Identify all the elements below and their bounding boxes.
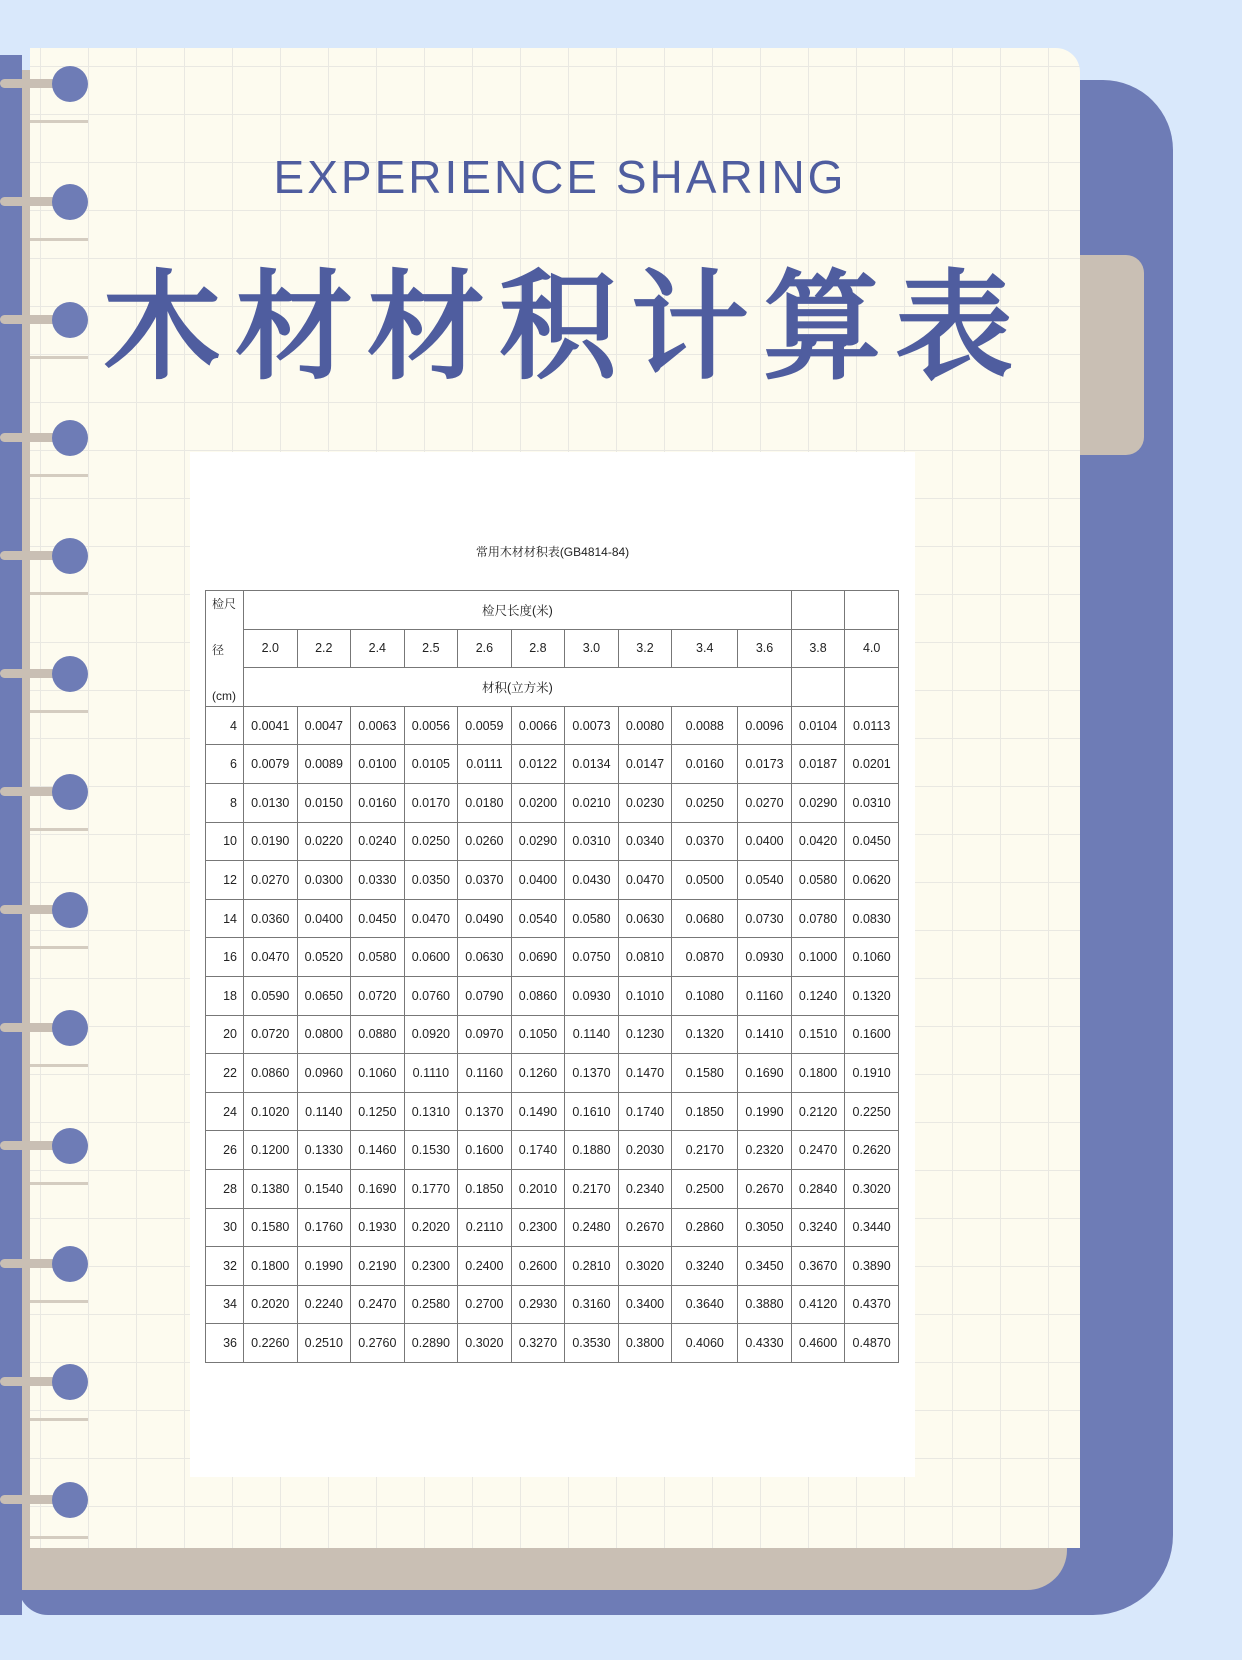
diameter-cell: 20 <box>206 1015 244 1054</box>
volume-cell: 0.1850 <box>672 1092 738 1131</box>
volume-cell: 0.3890 <box>845 1247 899 1286</box>
volume-cell: 0.2860 <box>672 1208 738 1247</box>
corner-header <box>206 591 244 707</box>
table-row <box>206 1208 899 1247</box>
volume-header-row <box>206 668 899 707</box>
binding-ring <box>0 418 92 458</box>
margin-tick <box>30 474 88 477</box>
volume-cell: 0.0100 <box>351 745 405 784</box>
volume-cell: 0.2810 <box>565 1247 619 1286</box>
volume-cell: 0.2600 <box>511 1247 565 1286</box>
length-cell: 3.4 <box>672 629 738 668</box>
volume-cell: 0.1370 <box>458 1092 512 1131</box>
volume-cell: 0.1990 <box>738 1092 792 1131</box>
length-cell: 2.0 <box>244 629 298 668</box>
diameter-cell: 12 <box>206 861 244 900</box>
volume-cell: 0.1000 <box>791 938 845 977</box>
volume-cell: 0.0160 <box>351 783 405 822</box>
volume-cell: 0.2620 <box>845 1131 899 1170</box>
volume-cell: 0.0340 <box>618 822 672 861</box>
volume-cell: 0.0970 <box>458 1015 512 1054</box>
volume-cell: 0.0470 <box>404 899 458 938</box>
volume-cell: 0.2340 <box>618 1169 672 1208</box>
length-cell: 2.8 <box>511 629 565 668</box>
volume-cell: 0.2500 <box>672 1169 738 1208</box>
volume-cell: 0.0860 <box>511 976 565 1015</box>
table-title: 常用木材材积表(GB4814-84) <box>475 545 630 559</box>
length-cell: 2.6 <box>458 629 512 668</box>
table-row <box>206 822 899 861</box>
length-cell: 3.6 <box>738 629 792 668</box>
volume-cell: 0.1800 <box>244 1247 298 1286</box>
volume-cell: 0.0290 <box>791 783 845 822</box>
volume-cell: 0.0760 <box>404 976 458 1015</box>
volume-cell: 0.0104 <box>791 706 845 745</box>
volume-cell: 0.0160 <box>672 745 738 784</box>
volume-cell: 0.0150 <box>297 783 351 822</box>
volume-cell: 0.0730 <box>738 899 792 938</box>
binding-ring <box>0 1126 92 1166</box>
volume-cell: 0.0470 <box>244 938 298 977</box>
volume-cell: 0.0066 <box>511 706 565 745</box>
binding-ring <box>0 890 92 930</box>
volume-cell: 0.1200 <box>244 1131 298 1170</box>
diameter-cell: 14 <box>206 899 244 938</box>
volume-cell: 0.1460 <box>351 1131 405 1170</box>
volume-cell: 0.0920 <box>404 1015 458 1054</box>
volume-cell: 0.0041 <box>244 706 298 745</box>
table-row <box>206 783 899 822</box>
volume-cell: 0.0056 <box>404 706 458 745</box>
volume-cell: 0.2470 <box>351 1285 405 1324</box>
diameter-cell: 32 <box>206 1247 244 1286</box>
diameter-cell: 10 <box>206 822 244 861</box>
volume-cell: 0.0230 <box>618 783 672 822</box>
volume-cell: 0.1140 <box>297 1092 351 1131</box>
volume-cell: 0.0860 <box>244 1054 298 1093</box>
volume-cell: 0.0630 <box>458 938 512 977</box>
length-cell: 3.8 <box>791 629 845 668</box>
volume-cell: 0.0096 <box>738 706 792 745</box>
volume-cell: 0.2120 <box>791 1092 845 1131</box>
volume-cell: 0.0063 <box>351 706 405 745</box>
volume-cell: 0.0810 <box>618 938 672 977</box>
volume-cell: 0.0310 <box>565 822 619 861</box>
volume-cell: 0.2110 <box>458 1208 512 1247</box>
volume-cell: 0.1690 <box>351 1169 405 1208</box>
diameter-cell: 22 <box>206 1054 244 1093</box>
page-subtitle: EXPERIENCE SHARING <box>273 151 847 203</box>
volume-cell: 0.0960 <box>297 1054 351 1093</box>
volume-cell: 0.0170 <box>404 783 458 822</box>
margin-tick <box>30 592 88 595</box>
volume-cell: 0.0300 <box>297 861 351 900</box>
volume-cell: 0.2170 <box>565 1169 619 1208</box>
binding-ring <box>0 1244 92 1284</box>
blank-header-cell <box>791 668 845 707</box>
volume-cell: 0.2400 <box>458 1247 512 1286</box>
volume-cell: 0.2020 <box>404 1208 458 1247</box>
volume-cell: 0.0200 <box>511 783 565 822</box>
volume-cell: 0.0590 <box>244 976 298 1015</box>
volume-cell: 0.3450 <box>738 1247 792 1286</box>
volume-cell: 0.2020 <box>244 1285 298 1324</box>
margin-tick <box>30 1418 88 1421</box>
diameter-cell: 30 <box>206 1208 244 1247</box>
volume-cell: 0.1580 <box>244 1208 298 1247</box>
diameter-cell: 4 <box>206 706 244 745</box>
volume-cell: 0.2030 <box>618 1131 672 1170</box>
volume-cell: 0.3240 <box>791 1208 845 1247</box>
volume-header: 材积(立方米) <box>244 668 792 707</box>
diameter-cell: 26 <box>206 1131 244 1170</box>
volume-cell: 0.1690 <box>738 1054 792 1093</box>
volume-cell: 0.0350 <box>404 861 458 900</box>
table-row <box>206 1131 899 1170</box>
volume-cell: 0.0540 <box>511 899 565 938</box>
volume-cell: 0.0089 <box>297 745 351 784</box>
volume-cell: 0.1740 <box>618 1092 672 1131</box>
volume-cell: 0.4600 <box>791 1324 845 1363</box>
length-cell: 4.0 <box>845 629 899 668</box>
length-cell: 2.2 <box>297 629 351 668</box>
diameter-cell: 36 <box>206 1324 244 1363</box>
binding-ring <box>0 1362 92 1402</box>
volume-cell: 0.4870 <box>845 1324 899 1363</box>
volume-cell: 0.0290 <box>511 822 565 861</box>
volume-cell: 0.3020 <box>458 1324 512 1363</box>
margin-tick <box>30 120 88 123</box>
table-row <box>206 745 899 784</box>
volume-cell: 0.2250 <box>845 1092 899 1131</box>
volume-cell: 0.0190 <box>244 822 298 861</box>
volume-cell: 0.1740 <box>511 1131 565 1170</box>
volume-cell: 0.0880 <box>351 1015 405 1054</box>
volume-cell: 0.0210 <box>565 783 619 822</box>
volume-cell: 0.1610 <box>565 1092 619 1131</box>
table-sheet <box>190 452 915 1477</box>
blank-header-cell <box>791 591 845 630</box>
length-cell: 2.5 <box>404 629 458 668</box>
volume-cell: 0.1050 <box>511 1015 565 1054</box>
margin-tick <box>30 1182 88 1185</box>
binding-ring <box>0 654 92 694</box>
volume-cell: 0.2320 <box>738 1131 792 1170</box>
table-row <box>206 938 899 977</box>
volume-cell: 0.1240 <box>791 976 845 1015</box>
volume-cell: 0.0088 <box>672 706 738 745</box>
table-row <box>206 1092 899 1131</box>
volume-cell: 0.2300 <box>404 1247 458 1286</box>
volume-cell: 0.0270 <box>738 783 792 822</box>
volume-cell: 0.3530 <box>565 1324 619 1363</box>
volume-cell: 0.0580 <box>351 938 405 977</box>
corner-header-text: 检尺 <box>212 597 237 611</box>
binding-ring <box>0 772 92 812</box>
length-cell: 3.2 <box>618 629 672 668</box>
table-row <box>206 1054 899 1093</box>
volume-cell: 0.0680 <box>672 899 738 938</box>
binding-ring <box>0 64 92 104</box>
volume-cell: 0.2670 <box>618 1208 672 1247</box>
length-cell: 3.0 <box>565 629 619 668</box>
volume-cell: 0.1140 <box>565 1015 619 1054</box>
volume-cell: 0.2300 <box>511 1208 565 1247</box>
volume-cell: 0.1470 <box>618 1054 672 1093</box>
volume-cell: 0.4060 <box>672 1324 738 1363</box>
volume-cell: 0.2840 <box>791 1169 845 1208</box>
volume-cell: 0.1510 <box>791 1015 845 1054</box>
blank-header-cell <box>845 668 899 707</box>
table-row <box>206 1247 899 1286</box>
volume-cell: 0.0220 <box>297 822 351 861</box>
volume-cell: 0.1230 <box>618 1015 672 1054</box>
table-row <box>206 976 899 1015</box>
volume-cell: 0.0173 <box>738 745 792 784</box>
diameter-cell: 6 <box>206 745 244 784</box>
volume-cell: 0.4330 <box>738 1324 792 1363</box>
volume-cell: 0.3440 <box>845 1208 899 1247</box>
margin-tick <box>30 1300 88 1303</box>
volume-cell: 0.0330 <box>351 861 405 900</box>
volume-cell: 0.2010 <box>511 1169 565 1208</box>
binding-ring <box>0 1480 92 1520</box>
volume-cell: 0.2930 <box>511 1285 565 1324</box>
volume-cell: 0.0720 <box>351 976 405 1015</box>
volume-cell: 0.0470 <box>618 861 672 900</box>
volume-cell: 0.0520 <box>297 938 351 977</box>
volume-cell: 0.4120 <box>791 1285 845 1324</box>
margin-tick <box>30 1536 88 1539</box>
volume-cell: 0.2700 <box>458 1285 512 1324</box>
volume-cell: 0.3800 <box>618 1324 672 1363</box>
volume-cell: 0.1910 <box>845 1054 899 1093</box>
margin-tick <box>30 710 88 713</box>
volume-cell: 0.0400 <box>738 822 792 861</box>
volume-cell: 0.1760 <box>297 1208 351 1247</box>
volume-cell: 0.1110 <box>404 1054 458 1093</box>
margin-tick <box>30 1064 88 1067</box>
lengths-row <box>206 629 899 668</box>
volume-cell: 0.0630 <box>618 899 672 938</box>
volume-cell: 0.0800 <box>297 1015 351 1054</box>
volume-cell: 0.1320 <box>672 1015 738 1054</box>
volume-cell: 0.0690 <box>511 938 565 977</box>
blank-header-cell <box>845 591 899 630</box>
volume-cell: 0.0370 <box>672 822 738 861</box>
volume-cell: 0.0500 <box>672 861 738 900</box>
volume-cell: 0.0580 <box>565 899 619 938</box>
table-row <box>206 1324 899 1363</box>
volume-cell: 0.1330 <box>297 1131 351 1170</box>
corner-header-text: 径 <box>212 643 225 657</box>
volume-cell: 0.1770 <box>404 1169 458 1208</box>
volume-cell: 0.0450 <box>351 899 405 938</box>
diameter-cell: 28 <box>206 1169 244 1208</box>
header-row <box>206 591 899 630</box>
volume-cell: 0.1850 <box>458 1169 512 1208</box>
volume-cell: 0.3160 <box>565 1285 619 1324</box>
volume-cell: 0.0047 <box>297 706 351 745</box>
volume-cell: 0.0270 <box>244 861 298 900</box>
volume-cell: 0.0360 <box>244 899 298 938</box>
volume-cell: 0.1160 <box>458 1054 512 1093</box>
volume-cell: 0.1600 <box>845 1015 899 1054</box>
volume-cell: 0.2480 <box>565 1208 619 1247</box>
volume-cell: 0.1880 <box>565 1131 619 1170</box>
diameter-cell: 34 <box>206 1285 244 1324</box>
volume-cell: 0.3640 <box>672 1285 738 1324</box>
volume-cell: 0.1490 <box>511 1092 565 1131</box>
volume-cell: 0.1060 <box>845 938 899 977</box>
volume-cell: 0.1530 <box>404 1131 458 1170</box>
volume-cell: 0.0790 <box>458 976 512 1015</box>
volume-cell: 0.3020 <box>845 1169 899 1208</box>
volume-cell: 0.3020 <box>618 1247 672 1286</box>
volume-cell: 0.0420 <box>791 822 845 861</box>
volume-cell: 0.1260 <box>511 1054 565 1093</box>
volume-cell: 0.0540 <box>738 861 792 900</box>
length-cell: 2.4 <box>351 629 405 668</box>
volume-cell: 0.0830 <box>845 899 899 938</box>
volume-cell: 0.0260 <box>458 822 512 861</box>
volume-cell: 0.1320 <box>845 976 899 1015</box>
volume-cell: 0.0111 <box>458 745 512 784</box>
volume-cell: 0.0650 <box>297 976 351 1015</box>
volume-cell: 0.1080 <box>672 976 738 1015</box>
volume-cell: 0.2510 <box>297 1324 351 1363</box>
volume-cell: 0.2580 <box>404 1285 458 1324</box>
diameter-cell: 8 <box>206 783 244 822</box>
volume-cell: 0.0240 <box>351 822 405 861</box>
volume-cell: 0.2760 <box>351 1324 405 1363</box>
volume-cell: 0.0310 <box>845 783 899 822</box>
volume-cell: 0.1380 <box>244 1169 298 1208</box>
table-row <box>206 1169 899 1208</box>
binding-ring <box>0 536 92 576</box>
volume-cell: 0.0930 <box>565 976 619 1015</box>
volume-cell: 0.0201 <box>845 745 899 784</box>
volume-cell: 0.1580 <box>672 1054 738 1093</box>
volume-cell: 0.1010 <box>618 976 672 1015</box>
volume-cell: 0.1310 <box>404 1092 458 1131</box>
volume-cell: 0.0430 <box>565 861 619 900</box>
volume-cell: 0.0187 <box>791 745 845 784</box>
volume-cell: 0.0400 <box>511 861 565 900</box>
diameter-cell: 16 <box>206 938 244 977</box>
volume-cell: 0.3270 <box>511 1324 565 1363</box>
volume-cell: 0.0113 <box>845 706 899 745</box>
volume-cell: 0.1800 <box>791 1054 845 1093</box>
table-row <box>206 899 899 938</box>
volume-cell: 0.1020 <box>244 1092 298 1131</box>
volume-cell: 0.0580 <box>791 861 845 900</box>
volume-cell: 0.0870 <box>672 938 738 977</box>
page-title: 木材材积计算表 <box>102 258 1027 396</box>
volume-cell: 0.0147 <box>618 745 672 784</box>
table-row <box>206 861 899 900</box>
volume-cell: 0.4370 <box>845 1285 899 1324</box>
volume-cell: 0.0400 <box>297 899 351 938</box>
volume-cell: 0.2470 <box>791 1131 845 1170</box>
volume-cell: 0.0250 <box>672 783 738 822</box>
volume-cell: 0.0250 <box>404 822 458 861</box>
volume-cell: 0.0780 <box>791 899 845 938</box>
volume-cell: 0.0122 <box>511 745 565 784</box>
volume-cell: 0.0450 <box>845 822 899 861</box>
volume-cell: 0.3050 <box>738 1208 792 1247</box>
volume-cell: 0.3400 <box>618 1285 672 1324</box>
volume-cell: 0.1060 <box>351 1054 405 1093</box>
volume-cell: 0.3670 <box>791 1247 845 1286</box>
volume-cell: 0.1160 <box>738 976 792 1015</box>
volume-cell: 0.0073 <box>565 706 619 745</box>
corner-header-text: (cm) <box>212 689 236 703</box>
volume-cell: 0.0750 <box>565 938 619 977</box>
volume-cell: 0.1930 <box>351 1208 405 1247</box>
volume-cell: 0.0134 <box>565 745 619 784</box>
volume-cell: 0.0130 <box>244 783 298 822</box>
diameter-cell: 24 <box>206 1092 244 1131</box>
volume-cell: 0.1990 <box>297 1247 351 1286</box>
volume-table <box>205 590 899 1363</box>
volume-cell: 0.1540 <box>297 1169 351 1208</box>
volume-cell: 0.3880 <box>738 1285 792 1324</box>
volume-cell: 0.2670 <box>738 1169 792 1208</box>
volume-cell: 0.2240 <box>297 1285 351 1324</box>
margin-tick <box>30 828 88 831</box>
volume-cell: 0.0490 <box>458 899 512 938</box>
volume-cell: 0.2890 <box>404 1324 458 1363</box>
binding-ring <box>0 1008 92 1048</box>
volume-cell: 0.0059 <box>458 706 512 745</box>
volume-cell: 0.0105 <box>404 745 458 784</box>
diameter-cell: 18 <box>206 976 244 1015</box>
volume-cell: 0.1370 <box>565 1054 619 1093</box>
volume-cell: 0.2260 <box>244 1324 298 1363</box>
volume-cell: 0.3240 <box>672 1247 738 1286</box>
table-row <box>206 1015 899 1054</box>
length-header: 检尺长度(米) <box>244 591 792 630</box>
table-row <box>206 706 899 745</box>
volume-cell: 0.1600 <box>458 1131 512 1170</box>
volume-cell: 0.0930 <box>738 938 792 977</box>
margin-tick <box>30 946 88 949</box>
volume-cell: 0.0370 <box>458 861 512 900</box>
volume-cell: 0.1410 <box>738 1015 792 1054</box>
volume-cell: 0.2170 <box>672 1131 738 1170</box>
volume-cell: 0.2190 <box>351 1247 405 1286</box>
volume-cell: 0.0720 <box>244 1015 298 1054</box>
volume-cell: 0.1250 <box>351 1092 405 1131</box>
volume-cell: 0.0080 <box>618 706 672 745</box>
volume-cell: 0.0180 <box>458 783 512 822</box>
volume-cell: 0.0079 <box>244 745 298 784</box>
table-row <box>206 1285 899 1324</box>
volume-cell: 0.0620 <box>845 861 899 900</box>
volume-cell: 0.0600 <box>404 938 458 977</box>
